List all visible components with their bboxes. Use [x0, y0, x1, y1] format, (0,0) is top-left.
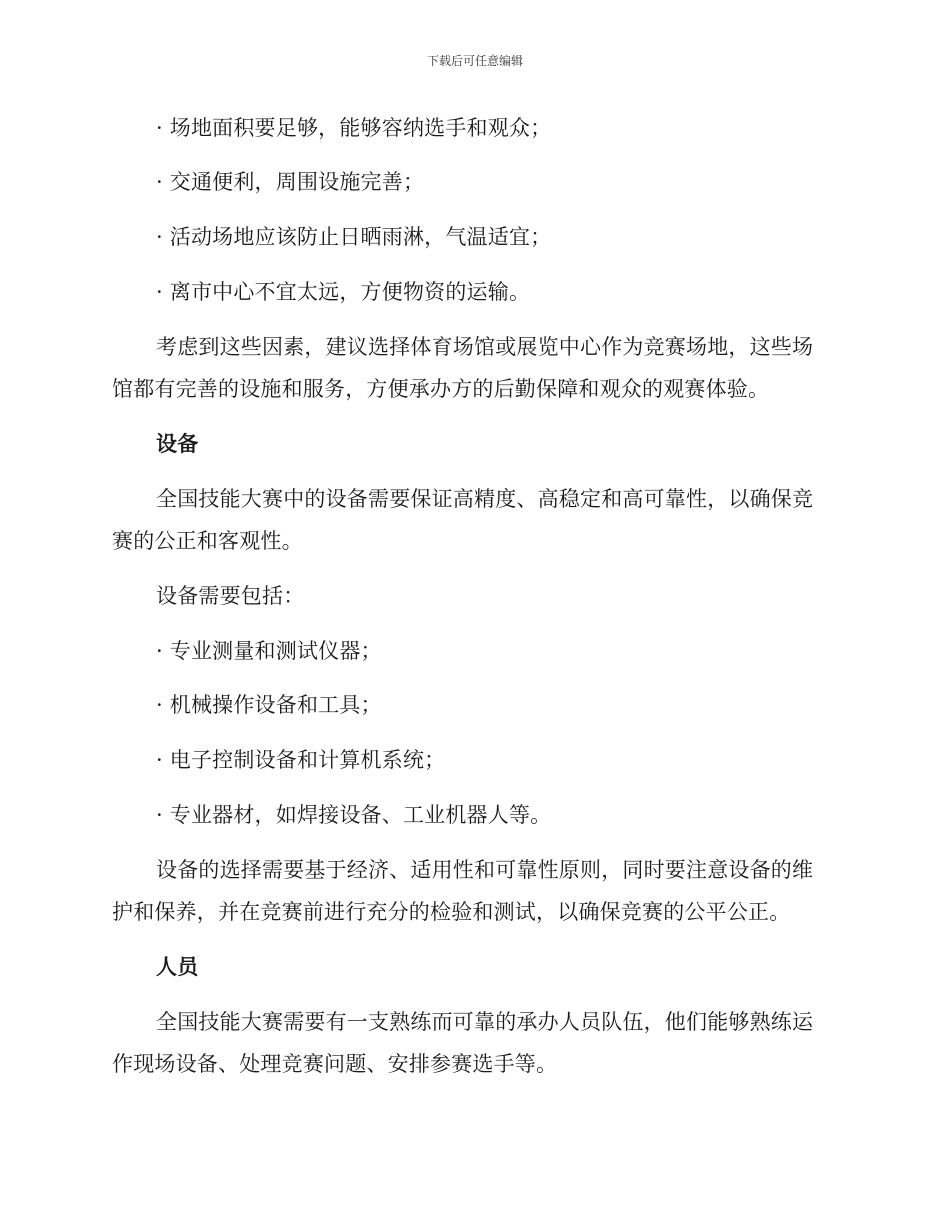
equipment-list-intro: 设备需要包括：	[156, 584, 305, 608]
venue-bullet-1: · 场地面积要足够，能够容纳选手和观众；	[156, 116, 552, 140]
venue-conclusion-line-2: 馆都有完善的设施和服务，方便承办方的后勤保障和观众的观赛体验。	[112, 377, 770, 401]
page-header: 下载后可任意编辑	[426, 54, 523, 68]
equipment-heading: 设备	[156, 432, 199, 456]
equipment-bullet-2: · 机械操作设备和工具；	[156, 693, 382, 717]
equipment-intro-line-2: 赛的公正和客观性。	[112, 529, 303, 553]
personnel-intro-line-2: 作现场设备、处理竞赛问题、安排参赛选手等。	[112, 1052, 558, 1076]
personnel-heading: 人员	[156, 955, 199, 979]
equipment-conclusion-line-1: 设备的选择需要基于经济、适用性和可靠性原则，同时要注意设备的维	[156, 858, 814, 882]
equipment-bullet-4: · 专业器材，如焊接设备、工业机器人等。	[156, 803, 552, 827]
personnel-intro-line-1: 全国技能大赛需要有一支熟练而可靠的承办人员队伍，他们能够熟练运	[156, 1010, 814, 1034]
venue-bullet-2: · 交通便利，周围设施完善；	[156, 170, 425, 194]
venue-bullet-4: · 离市中心不宜太远，方便物资的运输。	[156, 280, 531, 304]
venue-bullet-3: · 活动场地应该防止日晒雨淋，气温适宜；	[156, 225, 552, 249]
equipment-intro-line-1: 全国技能大赛中的设备需要保证高精度、高稳定和高可靠性，以确保竞	[156, 487, 814, 511]
equipment-bullet-1: · 专业测量和测试仪器；	[156, 639, 382, 663]
equipment-bullet-3: · 电子控制设备和计算机系统；	[156, 748, 446, 772]
venue-conclusion-line-1: 考虑到这些因素，建议选择体育场馆或展览中心作为竞赛场地，这些场	[156, 335, 814, 359]
equipment-conclusion-line-2: 护和保养，并在竞赛前进行充分的检验和测试，以确保竞赛的公平公正。	[112, 900, 791, 924]
